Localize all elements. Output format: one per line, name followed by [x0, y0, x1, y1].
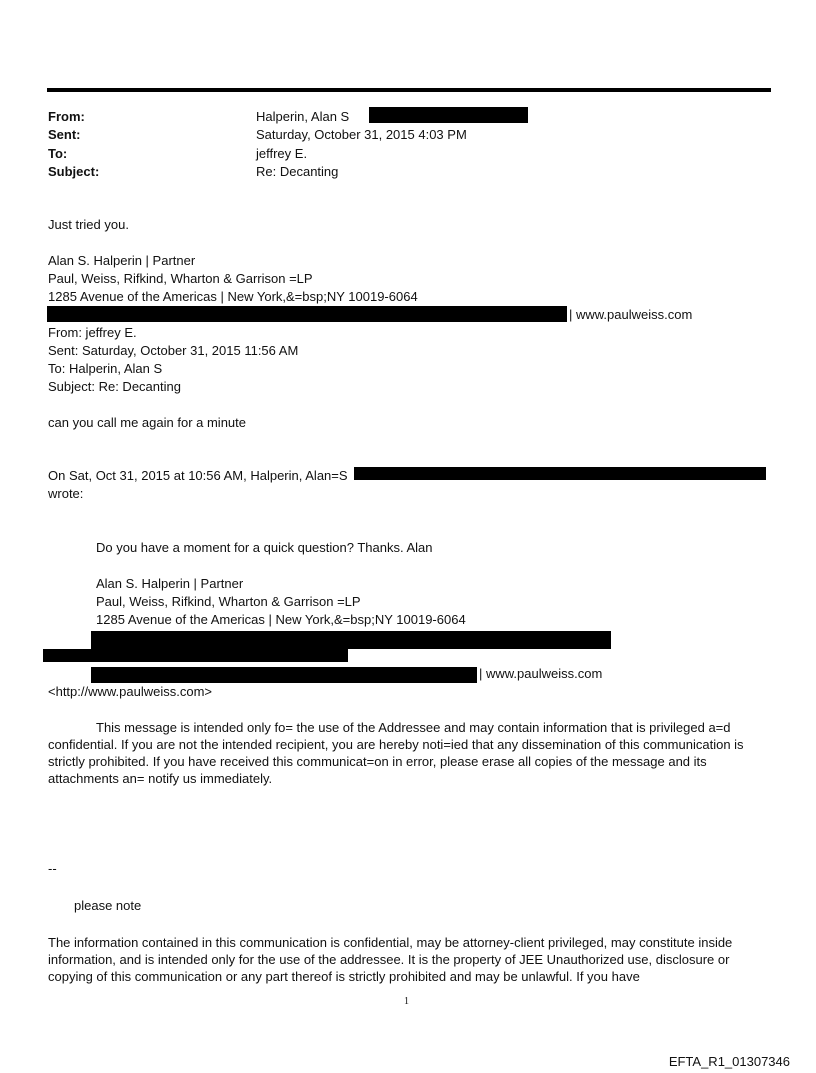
signature-address: 1285 Avenue of the Americas | New York,&=bsp;NY 10019-6064 — [48, 289, 418, 304]
redaction-bar — [369, 107, 528, 123]
redaction-bar — [91, 631, 611, 649]
separator-dashes: -- — [48, 861, 57, 876]
from-label: From: — [48, 109, 85, 124]
quoted-message: can you call me again for a minute — [48, 415, 246, 430]
signature-name: Alan S. Halperin | Partner — [96, 576, 244, 591]
signature-website: | www.paulweiss.com — [479, 666, 603, 681]
document-id: EFTA_R1_01307346 — [668, 1054, 790, 1069]
confidentiality-paragraph: The information contained in this communication is confidential, may be attorney-client privileged, may constitute inside information, and is intended only for the use of the addressee. It is the property of JEE Unauthorized use, disclosure or copying of this communication or any part thereof is strictly prohibited and may be unlawful. If you have — [48, 935, 733, 984]
quoted-to: To: Halperin, Alan S — [48, 361, 163, 376]
quoted-from: From: jeffrey E. — [48, 325, 137, 340]
wrote-line: On Sat, Oct 31, 2015 at 10:56 AM, Halperin, Alan=S — [48, 468, 348, 483]
quoted-sent: Sent: Saturday, October 31, 2015 11:56 AM — [48, 343, 299, 358]
body-line: Just tried you. — [48, 217, 129, 232]
signature-name: Alan S. Halperin | Partner — [48, 253, 196, 268]
to-value: jeffrey E. — [256, 146, 308, 161]
header-rule — [47, 88, 771, 92]
question-text: Do you have a moment for a quick question? Thanks. Alan — [96, 540, 433, 555]
please-note: please note — [74, 898, 142, 913]
redaction-bar — [43, 649, 348, 662]
to-label: To: — [48, 146, 68, 161]
website-link: <http://www.paulweiss.com> — [48, 684, 213, 699]
subject-label: Subject: — [48, 164, 100, 179]
signature-address: 1285 Avenue of the Americas | New York,&=bsp;NY 10019-6064 — [96, 612, 466, 627]
sent-value: Saturday, October 31, 2015 4:03 PM — [256, 127, 467, 142]
disclaimer-paragraph: This message is intended only fo= the use of the Addressee and may contain information that is privileged a=d confidential. If you are not the intended recipient, you are hereby noti=ied that any dissemination of this communication is strictly prohibited. If you have received this communicat=on in error, please erase all copies of the message and its attachments an= notify us immediately. — [48, 720, 744, 786]
page-number: 1 — [404, 996, 409, 1007]
redaction-bar — [91, 667, 477, 683]
signature-website: | www.paulweiss.com — [569, 307, 693, 322]
wrote-label: wrote: — [48, 486, 84, 501]
signature-firm: Paul, Weiss, Rifkind, Wharton & Garrison =LP — [48, 271, 313, 286]
redaction-bar — [354, 467, 766, 480]
quoted-subject: Subject: Re: Decanting — [48, 379, 181, 394]
sent-label: Sent: — [48, 127, 81, 142]
from-value: Halperin, Alan S — [256, 109, 350, 124]
redaction-bar — [47, 306, 567, 322]
signature-firm: Paul, Weiss, Rifkind, Wharton & Garrison =LP — [96, 594, 361, 609]
subject-value: Re: Decanting — [256, 164, 339, 179]
